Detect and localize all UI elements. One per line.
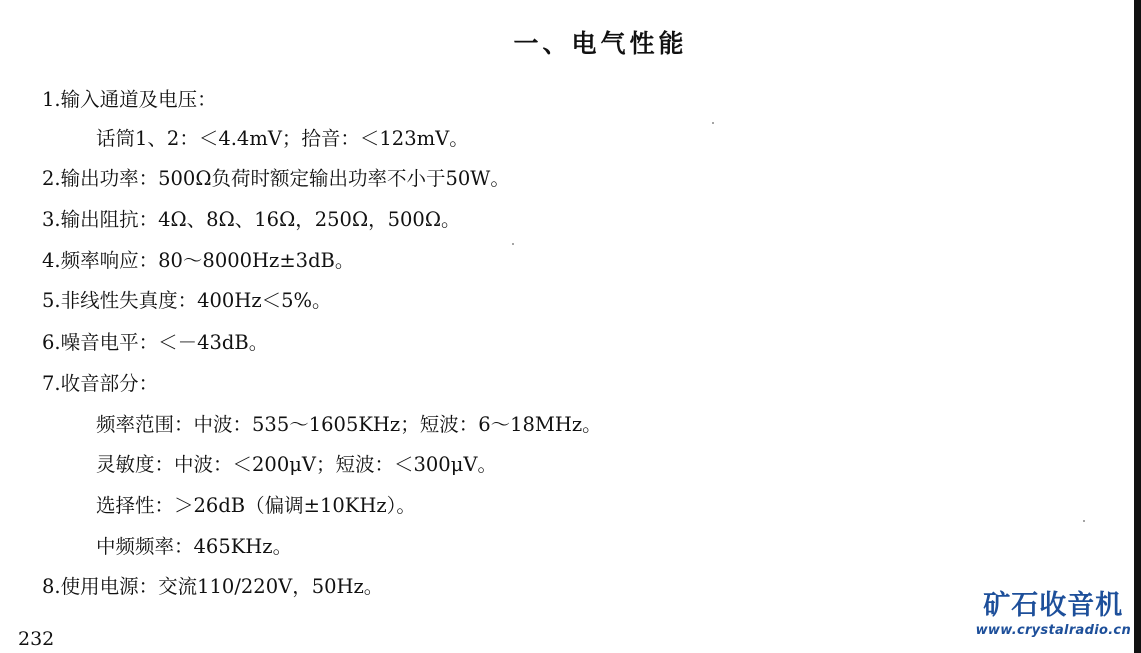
spec-line-radio-section: 7.收音部分：: [42, 372, 159, 395]
watermark-name: 矿石收音机: [983, 590, 1124, 621]
scan-speck: [712, 122, 714, 124]
spec-line-input-voltage: 话筒1、2：＜4.4mV；拾音：＜123mV。: [96, 127, 469, 150]
scan-speck: [1083, 520, 1085, 522]
watermark-url: www.crystalradio.cn: [975, 623, 1131, 638]
spec-line-frequency-range: 频率范围：中波：535～1605KHz；短波：6～18MHz。: [96, 413, 602, 436]
spec-line-sensitivity: 灵敏度：中波：＜200μV；短波：＜300μV。: [96, 453, 497, 476]
spec-line-power-supply: 8.使用电源：交流110/220V，50Hz。: [42, 575, 384, 598]
spec-line-if-frequency: 中频频率：465KHz。: [96, 535, 293, 558]
section-title: 一、电气性能: [513, 29, 688, 58]
spec-line-frequency-response: 4.频率响应：80～8000Hz±3dB。: [42, 249, 355, 272]
page-number: 232: [18, 628, 55, 650]
scan-speck: [512, 243, 514, 245]
scan-edge: [1134, 0, 1141, 653]
watermark-logo: [976, 590, 1131, 640]
spec-line-selectivity: 选择性：＞26dB（偏调±10KHz）。: [96, 494, 416, 517]
spec-line-distortion: 5.非线性失真度：400Hz＜5%。: [42, 289, 332, 312]
spec-line-input-channels: 1.输入通道及电压：: [42, 88, 217, 111]
spec-line-output-impedance: 3.输出阻抗：4Ω、8Ω、16Ω，250Ω，500Ω。: [42, 208, 461, 231]
spec-line-noise-level: 6.噪音电平：＜－43dB。: [42, 331, 269, 354]
spec-line-output-power: 2.输出功率：500Ω负荷时额定输出功率不小于50W。: [42, 167, 510, 190]
